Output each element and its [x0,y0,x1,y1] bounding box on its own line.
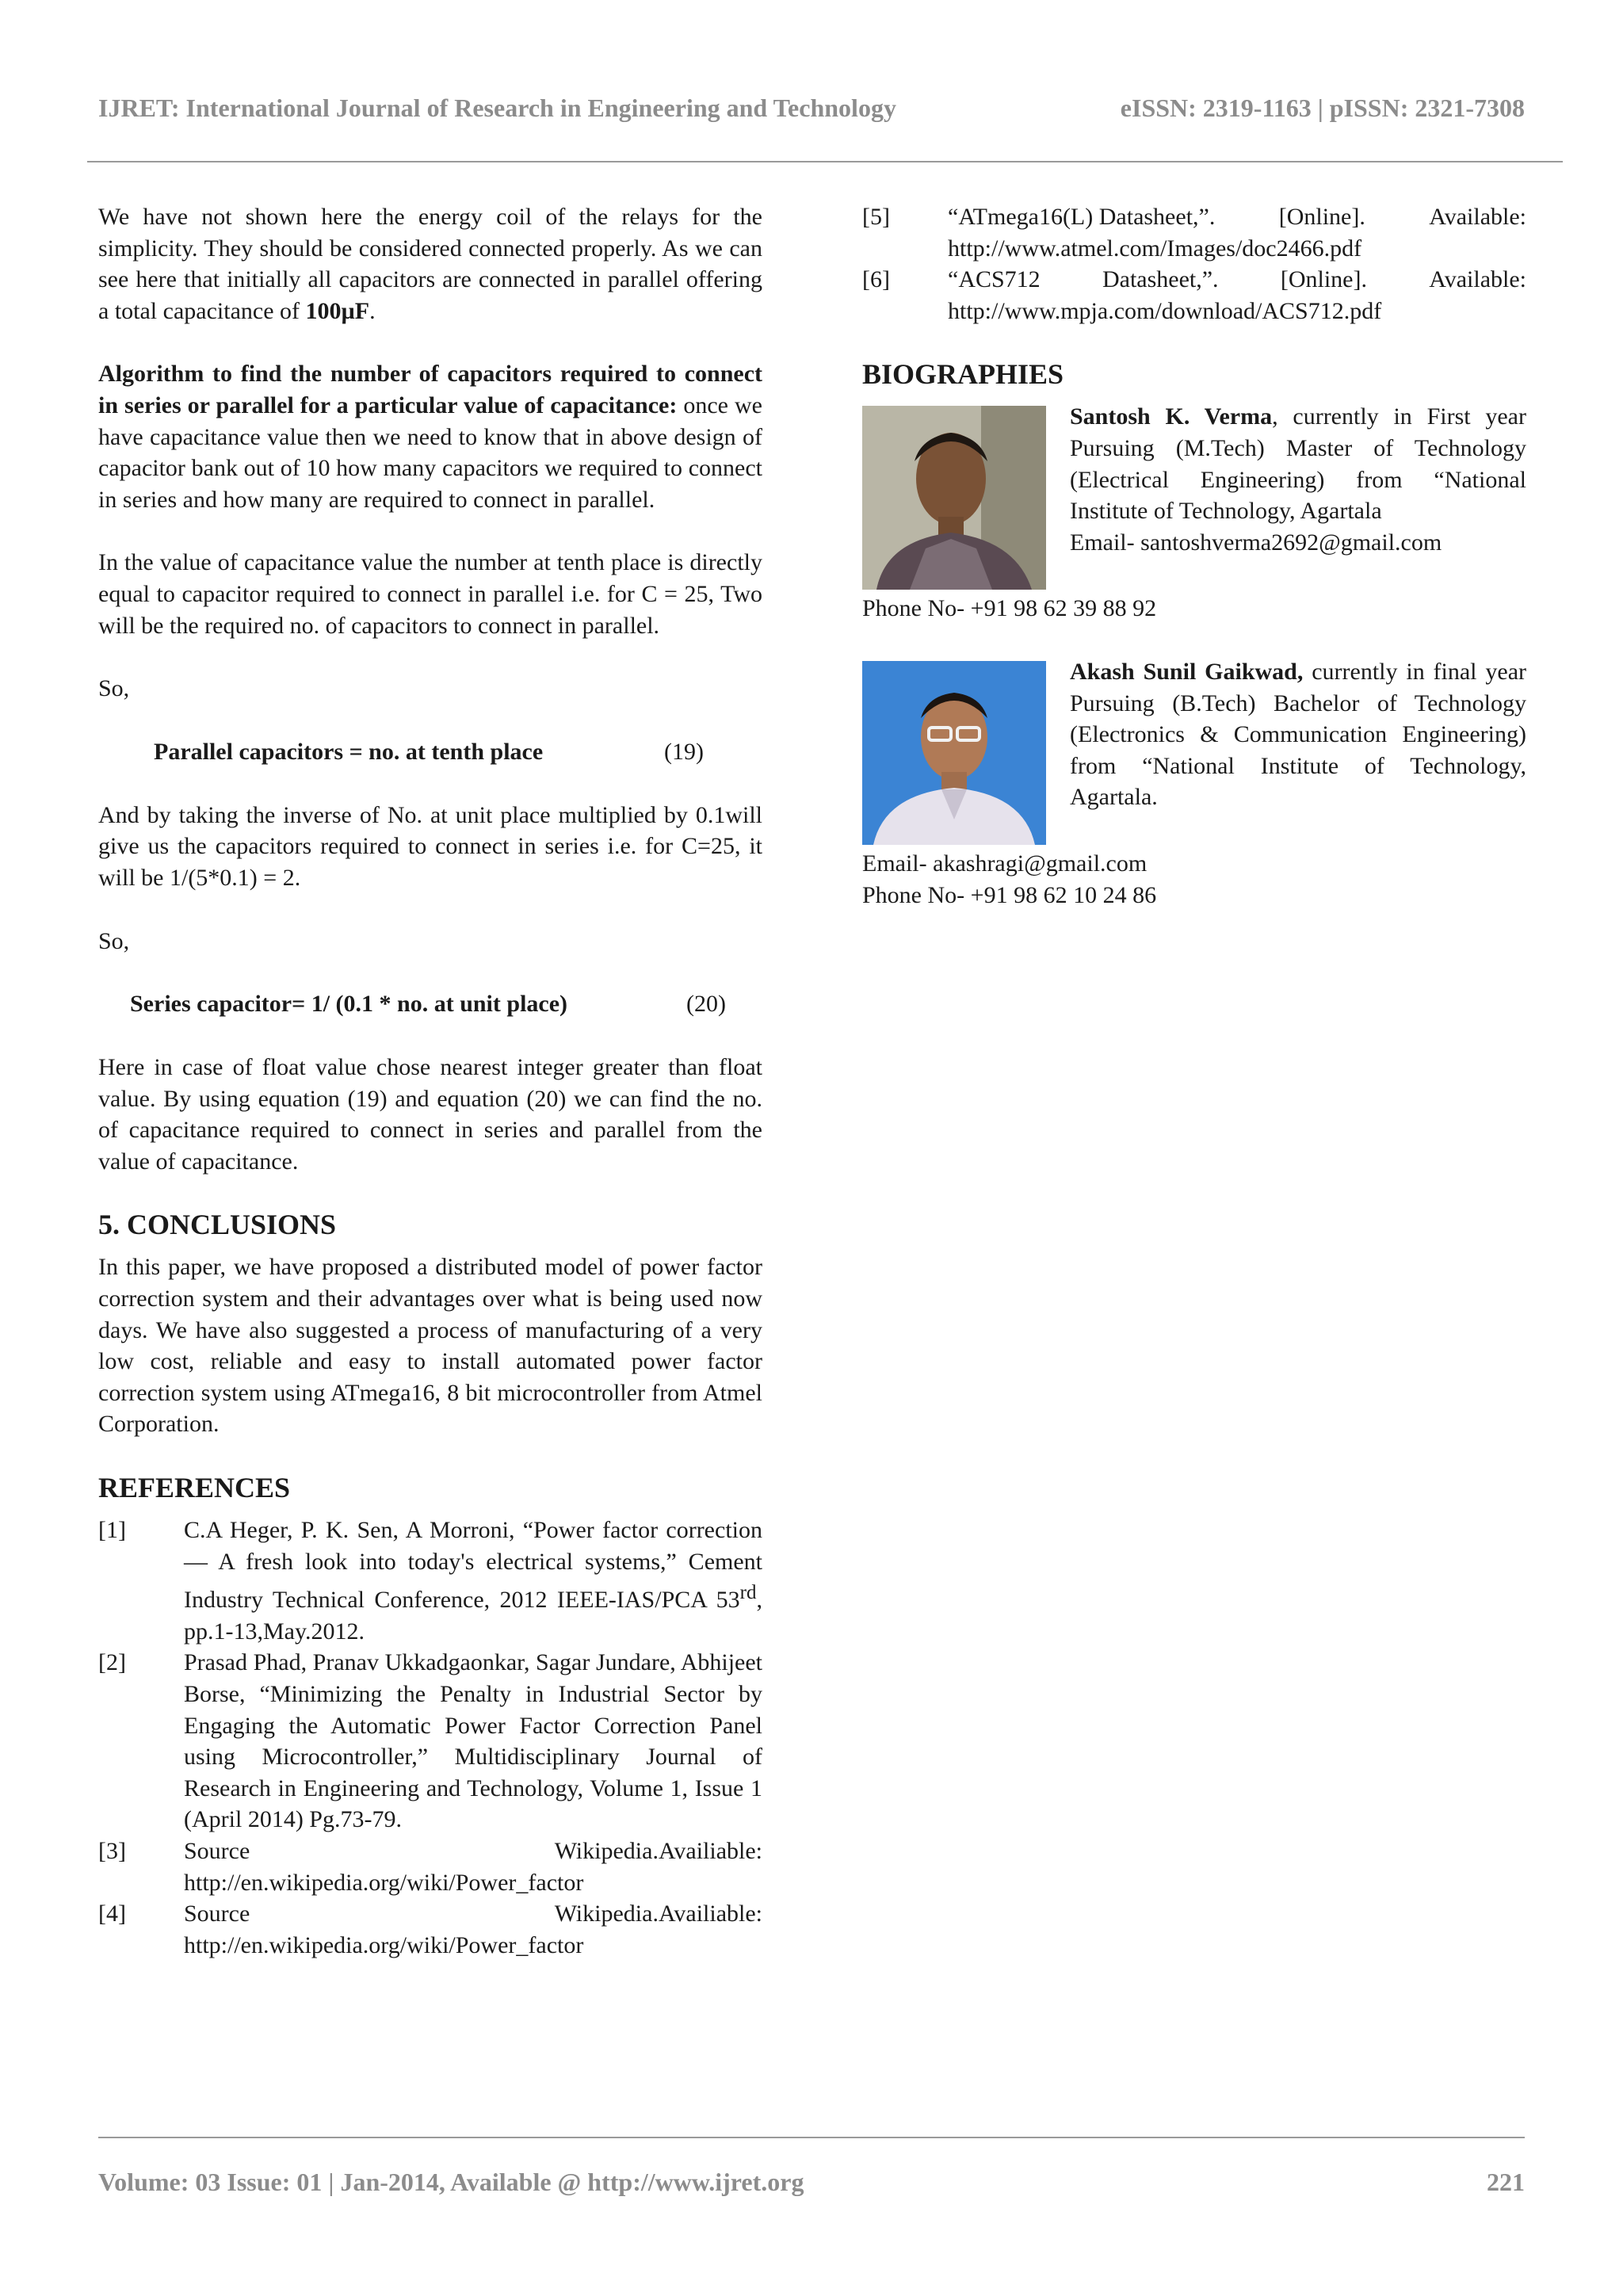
paragraph-float-value: Here in case of float value chose nearest integer greater than float value. By using equation (19) and equation (20) we can find the no. of capacitance required to connect in series and parallel from the value of capacitance. [98,1054,762,1175]
journal-title: IJRET: International Journal of Research in Engineering and Technology [98,94,896,122]
running-header [98,94,1525,141]
equation-20-formula: Series capacitor= 1/ (0.1 * no. at unit place) [130,991,568,1018]
paragraph-unit-place: And by taking the inverse of No. at unit place multiplied by 0.1will give us the capacitors required to connect in series i.e. for C=25, it will be 1/(5*0.1) = 2. [98,801,762,891]
reference-url: http://www.mpja.com/download/ACS712.pdf [948,297,1382,324]
biography-santosh: Santosh K. Verma, currently in First year Pursuing (M.Tech) Master of Technology (Electrical Engineering) from “National Institute of Technology, Agartala Email- santoshverma2692@gmail.com Phone No- +91 98 62 39 88 92 [862,401,1526,625]
right-column [862,201,1526,911]
so-label: So, [98,927,130,954]
reference-url: http://www.atmel.com/Images/doc2466.pdf [948,235,1362,262]
equation-20-number: (20) [686,991,726,1018]
equation-19 [98,736,762,768]
paragraph-algorithm: Algorithm to find the number of capacitors required to connect in series or parallel for a particular value of capacitance: once we have capacitance value then we need to know that in above design of capacitor bank out of 10 how many capacitors we required to connect in series and how many are required to connect in parallel. [98,361,762,513]
author-email: Email- akashragi@gmail.com [862,850,1148,877]
algorithm-title: Algorithm to find the number of capacitors required to connect in series or parallel for a particular value of capacitance: [98,361,762,418]
header-rule [87,161,1563,162]
left-column [98,201,762,1961]
footer-rule [98,2137,1525,2138]
reference-url: http://en.wikipedia.org/wiki/Power_factor [184,1869,584,1896]
issn: eISSN: 2319-1163 | pISSN: 2321-7308 [1120,94,1525,122]
reference-item: [5] “ATmega16(L) Datasheet,”. [Online]. Available: http://www.atmel.com/Images/doc2466.pdf [862,201,1526,264]
equation-19-number: (19) [664,738,704,765]
reference-url: http://en.wikipedia.org/wiki/Power_factor [184,1931,584,1958]
reference-item: [1] C.A Heger, P. K. Sen, A Morroni, “Power factor correction — A fresh look into today's electrical systems,” Cement Industry Technical Conference, 2012 IEEE-IAS/PCA 53rd, pp.1-13,May.2012. [98,1517,762,1645]
reference-item: [2] Prasad Phad, Pranav Ukkadgaonkar, Sagar Jundare, Abhijeet Borse, “Minimizing the Penalty in Industrial Sector by Engaging the Automatic Power Factor Correction Panel using Microcontroller,” Multidisciplinary Journal of Research in Engineering and Technology, Volume 1, Issue 1 (April 2014) Pg.73-79. [98,1649,762,1833]
equation-20 [98,988,762,1020]
conclusions-text: In this paper, we have proposed a distributed model of power factor correction system and their advantages over what is being used now days. We have also suggested a process of manufacturing of a very low cost, reliable and easy to install automated power factor correction system using ATmega16, 8 bit microcontroller from Atmel Corporation. [98,1254,762,1438]
capacitance-value: 100µF [305,297,370,324]
conclusions-heading: 5. CONCLUSIONS [98,1209,337,1241]
so-label: So, [98,675,130,702]
reference-item: [6] “ACS712 Datasheet,”. [Online]. Available: http://www.mpja.com/download/ACS712.pdf [862,264,1526,327]
page-number: 221 [1487,2168,1525,2196]
volume-info: Volume: 03 Issue: 01 | Jan-2014, Available @ http://www.ijret.org [98,2168,804,2196]
author-name: Santosh K. Verma [1070,403,1273,430]
reference-item: [3] Source Wikipedia.Availiable: http://en.wikipedia.org/wiki/Power_factor [98,1836,762,1898]
references-list [98,1515,762,1961]
paragraph-relays: We have not shown here the energy coil of the relays for the simplicity. They should be considered connected properly. As we can see here that initially all capacitors are connected in parallel offering a total capacitance of 100µF. [98,204,762,324]
author-email: Email- santoshverma2692@gmail.com [1070,529,1442,556]
author-phone: Phone No- +91 98 62 10 24 86 [862,881,1157,908]
author-phone: Phone No- +91 98 62 39 88 92 [862,595,1157,622]
reference-item: [4] Source Wikipedia.Availiable: http://en.wikipedia.org/wiki/Power_factor [98,1898,762,1961]
author-photo [862,661,1046,845]
author-name: Akash Sunil Gaikwad, [1070,658,1304,685]
biographies-heading: BIOGRAPHIES [862,358,1064,391]
author-photo [862,406,1046,590]
equation-19-formula: Parallel capacitors = no. at tenth place [154,738,544,765]
references-heading: REFERENCES [98,1472,291,1504]
references-list-continued [862,201,1526,327]
biography-akash: Akash Sunil Gaikwad, currently in final year Pursuing (B.Tech) Bachelor of Technology (Electronics & Communication Engineering) from “National Institute of Technology, Agartala. Email- akashragi@gmail.com Phone No- +91 98 62 10 24 86 [862,656,1526,911]
paragraph-tenth-place: In the value of capacitance value the number at tenth place is directly equal to capacitor required to connect in parallel i.e. for C = 25, Two will be the required no. of capacitors to connect in parallel. [98,549,762,639]
